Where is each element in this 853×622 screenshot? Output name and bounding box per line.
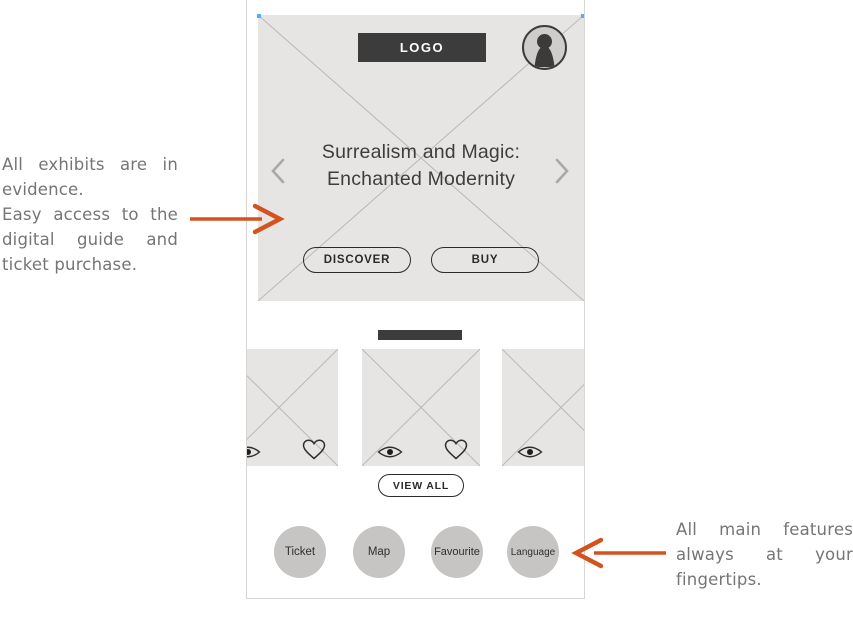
profile-avatar[interactable] xyxy=(522,25,567,70)
eye-icon[interactable] xyxy=(517,444,543,460)
exhibit-title xyxy=(258,139,584,193)
person-icon xyxy=(524,27,565,68)
annotation-right xyxy=(676,517,853,592)
phone-canvas xyxy=(242,0,594,622)
exhibit-title-line2: Enchanted Modernity xyxy=(326,168,516,190)
heart-icon[interactable] xyxy=(302,439,326,461)
exhibit-card[interactable] xyxy=(246,349,338,466)
annotation-line: fingertips. xyxy=(676,570,762,589)
section-title-placeholder xyxy=(378,330,462,340)
annotation-line: Easy access to the xyxy=(2,205,178,224)
logo-button: LOGO xyxy=(358,33,486,62)
quick-action-language[interactable]: Language xyxy=(507,526,559,578)
placeholder-x-cross-icon xyxy=(502,349,585,466)
phone-frame xyxy=(246,0,585,599)
discover-button[interactable]: DISCOVER xyxy=(303,247,411,273)
exhibit-title-line1: Surrealism and Magic: xyxy=(321,141,521,163)
quick-action-favourite[interactable]: Favourite xyxy=(431,526,483,578)
annotation-left xyxy=(2,152,178,277)
selection-handle xyxy=(581,14,585,18)
eye-icon[interactable] xyxy=(377,444,403,460)
quick-action-map[interactable]: Map xyxy=(353,526,405,578)
arrow-left-icon xyxy=(564,537,670,569)
exhibit-card[interactable] xyxy=(502,349,585,466)
heart-icon[interactable] xyxy=(444,439,468,461)
quick-action-ticket[interactable]: Ticket xyxy=(274,526,326,578)
eye-icon[interactable] xyxy=(246,444,261,460)
annotation-line: ticket purchase. xyxy=(2,255,138,274)
annotation-line: evidence. xyxy=(2,180,84,199)
selection-handle xyxy=(257,14,261,18)
buy-button[interactable]: BUY xyxy=(431,247,539,273)
annotation-line: All main features xyxy=(676,520,853,539)
annotation-line: All exhibits are in xyxy=(2,155,178,174)
view-all-button[interactable]: VIEW ALL xyxy=(378,474,464,497)
exhibit-card[interactable] xyxy=(362,349,480,466)
annotation-line: always at your xyxy=(676,545,853,564)
arrow-right-icon xyxy=(186,203,286,235)
annotation-line: digital guide and xyxy=(2,230,178,249)
